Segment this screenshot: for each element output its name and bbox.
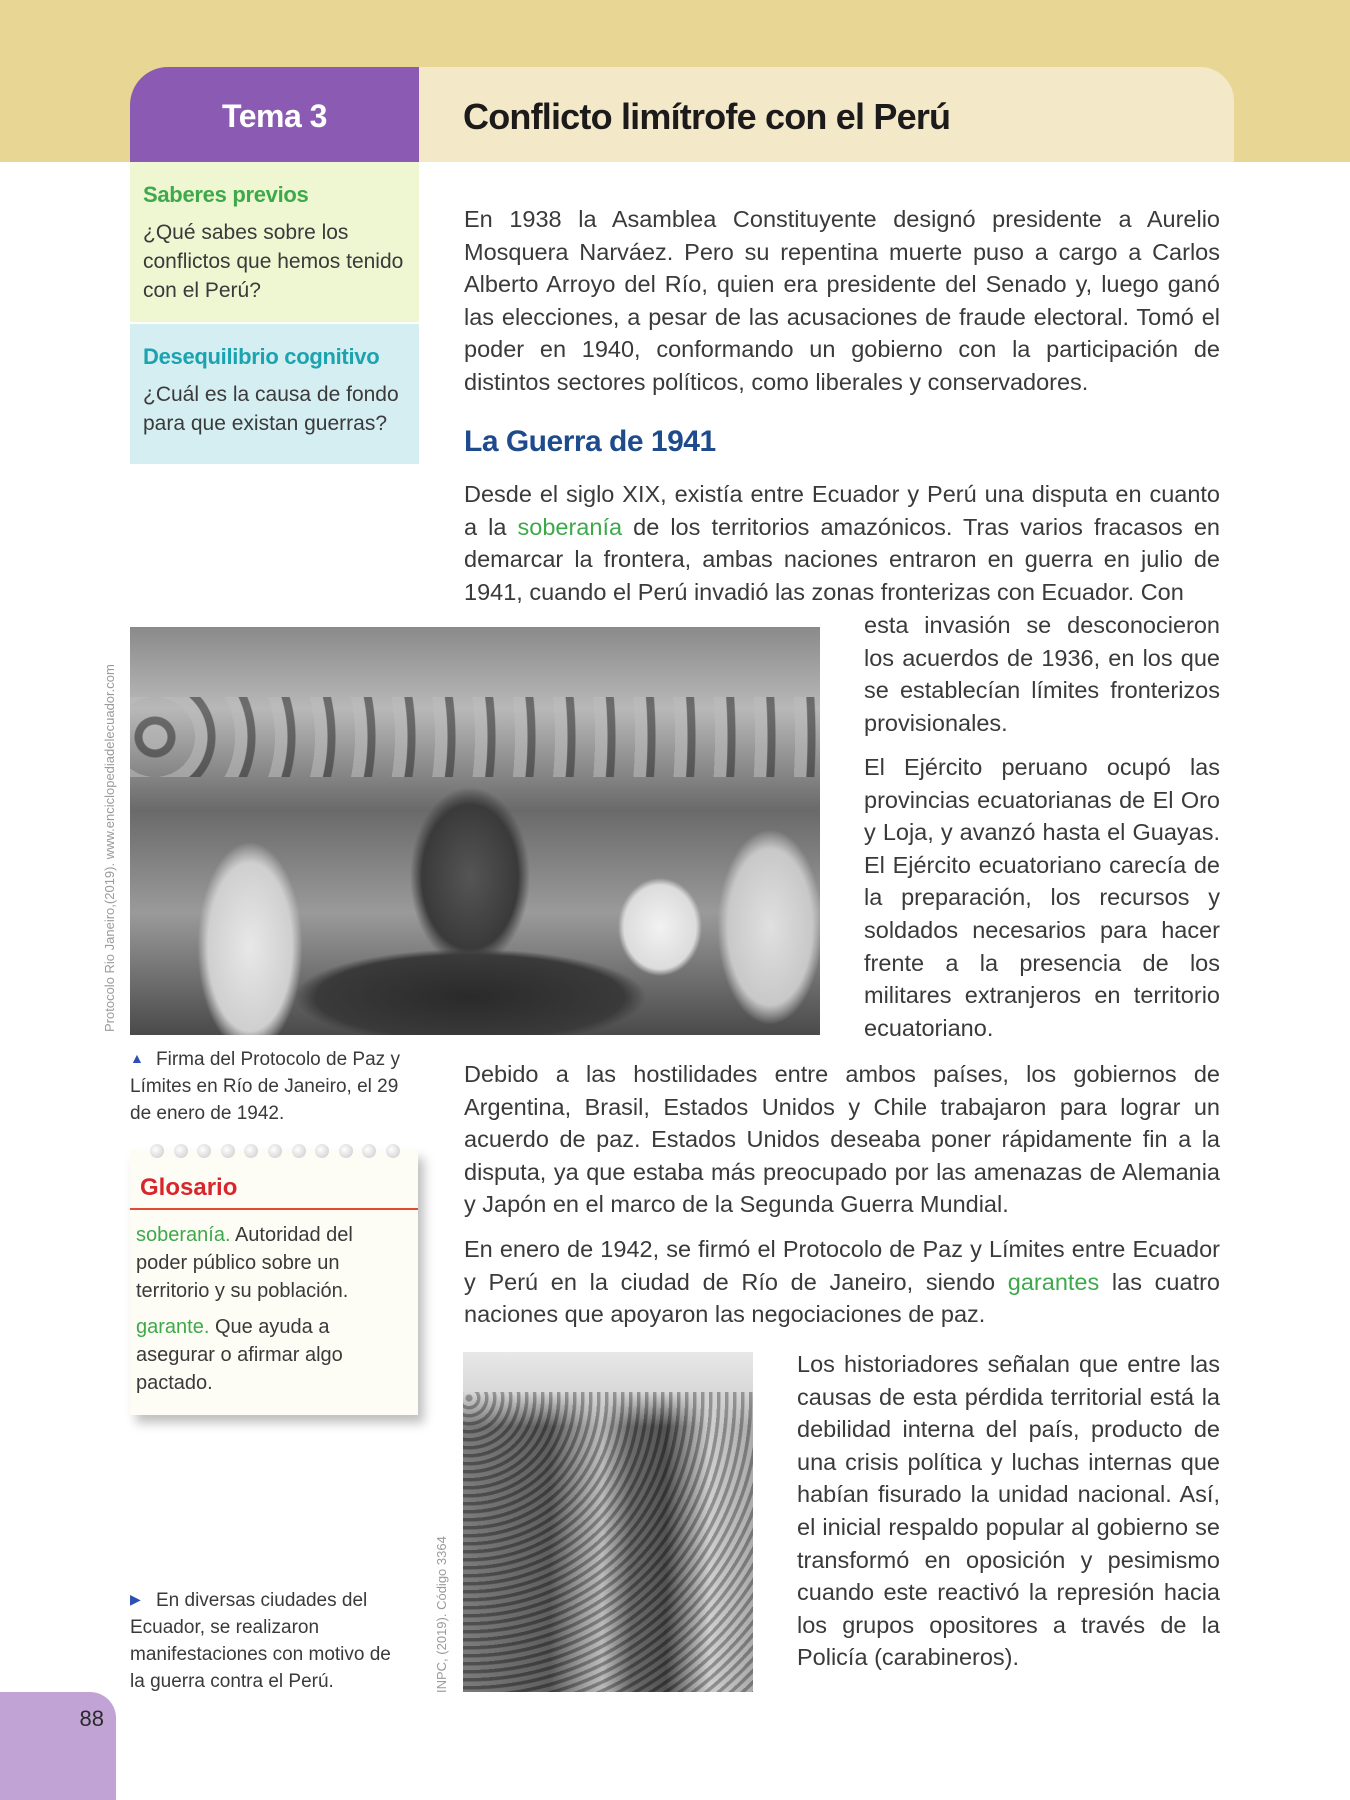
paragraph-historiadores: Los historiadores señalan que entre las causas de esta pérdida territorial está la debilidad interna del país, producto de una crisis política y luchas internas que habían fisurado la unidad nacional. Así, el inicial respaldo popular al gobierno se transformó en oposición y pesimismo cuando este reactivó la represión hacia los grupos opositores a través de la Policía (carabineros). (797, 1351, 1220, 1671)
photo-street-demonstration (463, 1352, 753, 1692)
title-box (419, 67, 1234, 162)
saberes-previos-heading: Saberes previos (143, 182, 309, 207)
photo1-credit: Protocolo Rio Janeiro,(2019). www.enciclopediadelecuador.com (102, 664, 117, 1032)
text-run: En enero de 1942, se firmó el Protocolo de Paz y Límites entre Ecuador y Perú en la ciudad de Río de Janeiro, siendo (464, 1236, 1220, 1295)
glossary-term-garantes[interactable]: garantes (1007, 1268, 1100, 1295)
paragraph-guerra-continued: esta invasión se desconocieron los acuerdos de 1936, en los que se establecían límites fronterizos provisionales. (864, 612, 1220, 736)
ring-icon (150, 1144, 164, 1158)
text-run: de los territorios amazónicos. Tras varios fracasos en demarcar la frontera, ambas naciones entraron en guerra en julio de 1941, cuando el Perú invadió las zonas fronterizas con Ecuador. Con (464, 513, 1220, 605)
ring-icon (268, 1144, 282, 1158)
ring-icon (315, 1144, 329, 1158)
glossary-heading: Glosario (140, 1174, 238, 1201)
page-number: 88 (79, 1706, 104, 1731)
saberes-previos-question: ¿Qué sabes sobre los conflictos que hemos tenido con el Perú? (143, 221, 404, 302)
page-title: Conflicto limítrofe con el Perú (463, 95, 951, 137)
glossary-term: soberanía. (136, 1224, 231, 1246)
glossary-entries (136, 1221, 406, 1405)
page-number-tab (0, 1692, 116, 1800)
paragraph-hostilidades: Debido a las hostilidades entre ambos países, los gobiernos de Argentina, Brasil, Estados Unidos y Chile trabajaron para lograr un acuerdo de paz. Estados Unidos deseaba poner rápidamente fin a la disputa, ya que estaba más preocupado por las amenazas de Alemania y Japón en el marco de la Segunda Guerra Mundial. (464, 1061, 1220, 1218)
ring-icon (386, 1144, 400, 1158)
glossary-entry (136, 1221, 406, 1305)
ring-icon (292, 1144, 306, 1158)
photo2-caption (130, 1586, 410, 1695)
ring-icon (362, 1144, 376, 1158)
glossary-term: garante. (136, 1316, 210, 1338)
glossary-entry (136, 1313, 406, 1397)
photo2-credit: INPC, (2019). Código 3364 (434, 1536, 449, 1693)
text-run: las cuatro naciones que apoyaron las negociaciones de paz. (464, 1268, 1220, 1328)
glossary-term-soberania[interactable]: soberanía (517, 513, 623, 540)
desequilibrio-heading: Desequilibrio cognitivo (143, 344, 380, 369)
ring-icon (244, 1144, 258, 1158)
tema-label: Tema 3 (222, 98, 327, 134)
glossary-definition: Autoridad del poder público sobre un territorio y su población. (136, 1224, 353, 1302)
photo-texture (463, 1392, 753, 1692)
section-heading: La Guerra de 1941 (464, 425, 716, 458)
photo-texture (130, 697, 820, 777)
notebook-rings (130, 1144, 418, 1160)
paragraph-guerra (464, 478, 1220, 608)
ring-icon (339, 1144, 353, 1158)
glossary-definition: Que ayuda a asegurar o afirmar algo pactado. (136, 1316, 343, 1394)
ring-icon (197, 1144, 211, 1158)
triangle-up-icon: ▲ (130, 1050, 144, 1066)
paragraph-protocolo (464, 1233, 1220, 1331)
photo-protocol-signing (130, 627, 820, 1035)
caption-text: Firma del Protocolo de Paz y Límites en Río de Janeiro, el 29 de enero de 1942. (130, 1049, 400, 1124)
desequilibrio-question: ¿Cuál es la causa de fondo para que existan guerras? (143, 383, 399, 435)
text-run: Desde el siglo XIX, existía entre Ecuador y Perú una disputa en cuanto a la (464, 481, 1220, 540)
saberes-previos-box (130, 162, 419, 322)
triangle-right-icon: ▶ (130, 1591, 141, 1607)
paragraph-ejercito: El Ejército peruano ocupó las provincias ecuatorianas de El Oro y Loja, y avanzó hasta el Guayas. El Ejército ecuatoriano carecía de la preparación, los recursos y soldados necesarios para hacer frente a la presencia de los militares extranjeros en territorio ecuatoriano. (864, 754, 1220, 1041)
desequilibrio-box (130, 324, 419, 464)
ring-icon (221, 1144, 235, 1158)
glossary-divider (130, 1208, 418, 1210)
glossary-box (130, 1150, 418, 1415)
tema-tab (130, 67, 419, 162)
intro-paragraph: En 1938 la Asamblea Constituyente designó presidente a Aurelio Mosquera Narváez. Pero su repentina muerte puso a cargo a Carlos Alberto Arroyo del Río, quien era presidente del Senado y, luego ganó las elecciones, a pesar de las acusaciones de fraude electoral. Tomó el poder en 1940, conformando un gobierno con la participación de distintos sectores políticos, como liberales y conservadores. (464, 206, 1220, 395)
photo1-caption (130, 1045, 420, 1127)
ring-icon (174, 1144, 188, 1158)
caption-text: En diversas ciudades del Ecuador, se realizaron manifestaciones con motivo de la guerra contra el Perú. (130, 1590, 391, 1692)
